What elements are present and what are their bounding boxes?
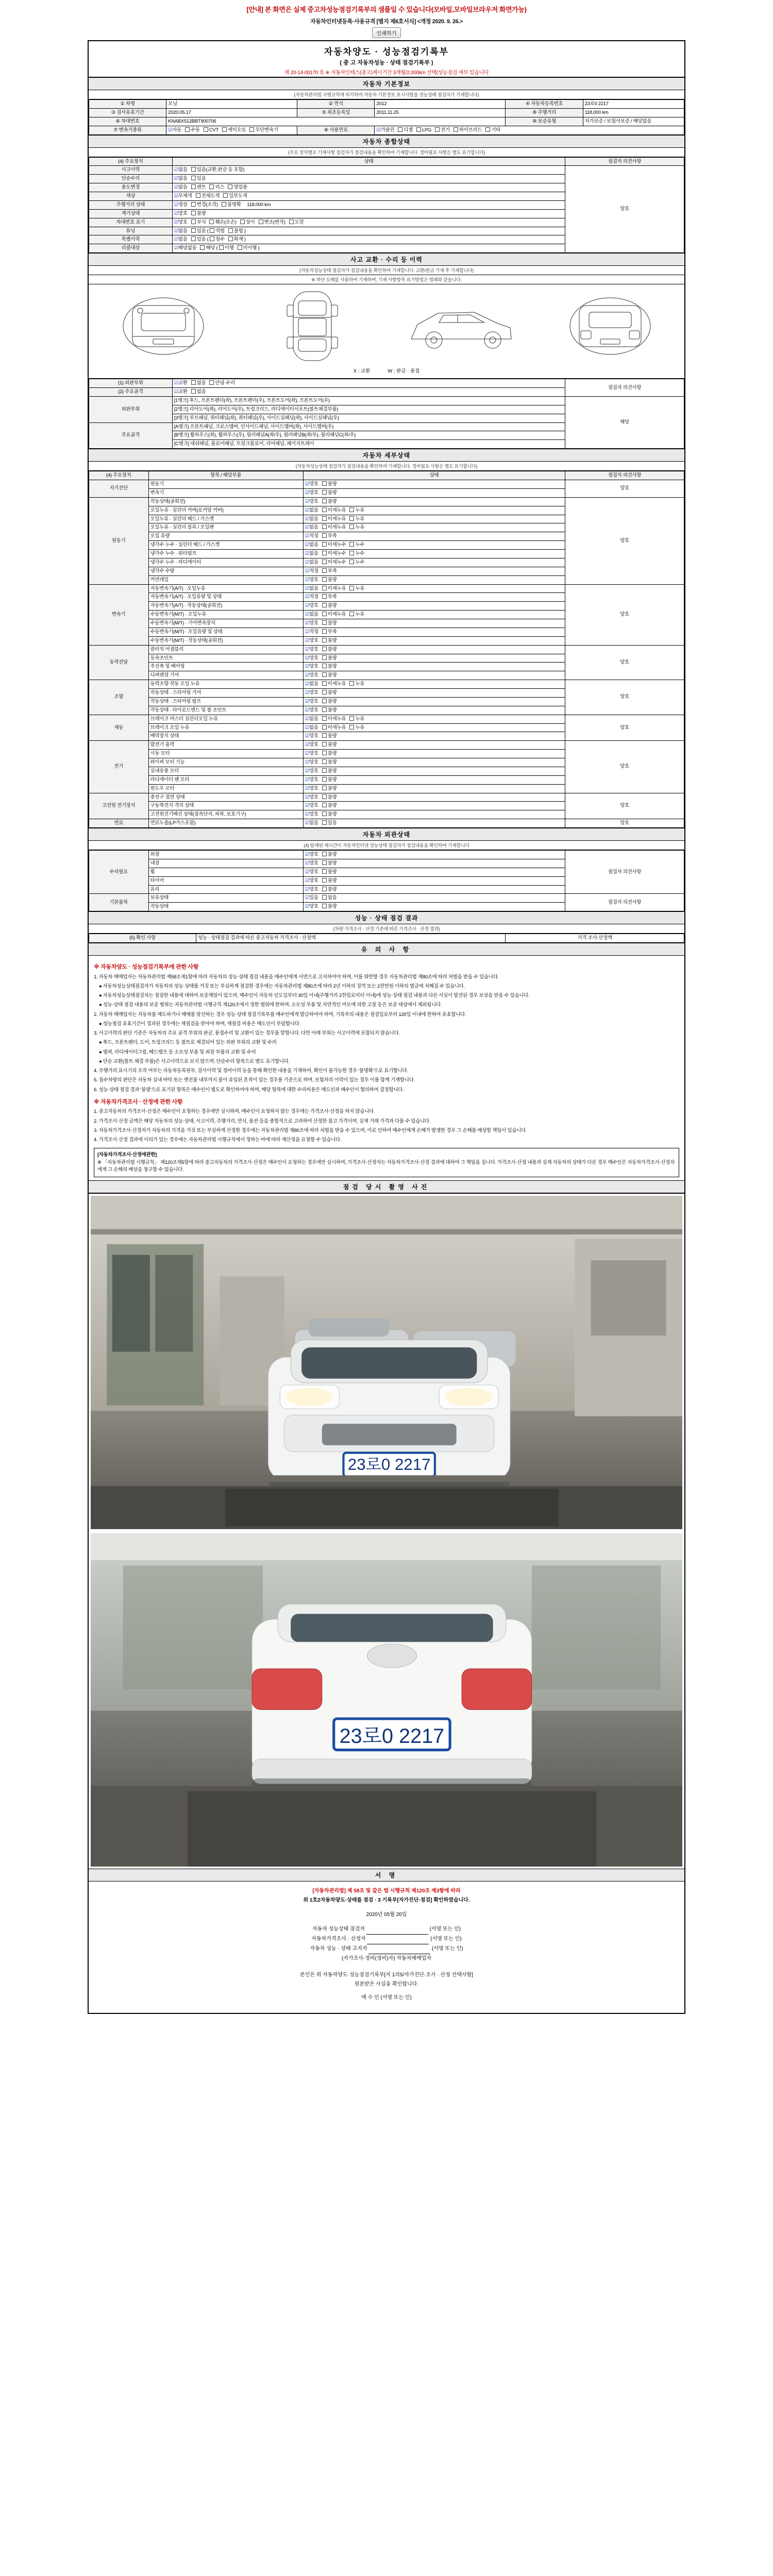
field-label: ① 차명 [89, 100, 166, 109]
part-label: 클러치 어셈블리 [148, 645, 303, 654]
signature-role-label: 자동차 성능 · 상태 고지자 [310, 1946, 369, 1952]
group-opinion: 양호 [565, 793, 684, 819]
table-row [89, 819, 684, 828]
signature-role-label: 자동차 성능상태 점검자 [312, 1926, 366, 1933]
row-label: 용도변경 [89, 183, 173, 192]
exterior-part-label: 유리 [148, 885, 303, 894]
notice-box-heading: [자동차가격조사·산정에관한] [97, 1152, 157, 1158]
exterior-state-options[interactable]: ☑양호 불량 [303, 868, 565, 876]
part-state-options[interactable]: ☑없음 미세누유 누유 [303, 515, 565, 523]
part-label: 추진축 및 베어링 [148, 663, 303, 671]
part-state-options[interactable]: ☑양호 불량 [303, 663, 565, 671]
part-state-options[interactable]: ☑양호 불량 [303, 758, 565, 767]
legend-weld: W : 판금 · 용접 [388, 368, 420, 375]
group-opinion: 양호 [565, 741, 684, 793]
part-label: 오일누유 · 실린더 블록 / 오일팬 [148, 523, 303, 532]
part-label: 충전구 절연 상태 [148, 793, 303, 802]
diagram-rear-view [551, 287, 669, 365]
part-state-options[interactable]: ☑없음 미세누수 누수 [303, 550, 565, 558]
table-row [89, 166, 684, 175]
notice-paragraph: ● 성능·상태 점검 내용의 보증 범위는 자동차관리법 시행규칙 제120조에서 정한 범위에 한하며, 소모성 부품 및 자연적인 마모에 의한 고장 등은 보증 대상에서 제외됩니다. [99, 1002, 442, 1008]
field-label: ⑨ 주행거리 [506, 108, 583, 117]
signature-seal-note: (서명 또는 인) [430, 1946, 463, 1952]
section-accident-header: 사고 교환 · 수리 등 이력 [89, 253, 684, 266]
notice-paragraph: ● 성능점검 유효기간이 경과된 경우에는 재점검을 받아야 하며, 재점검 비용은 매도인이 부담합니다. [99, 1021, 300, 1027]
row-label: 리콜대상 [89, 244, 173, 253]
panel-frame-table [89, 379, 684, 449]
exterior-state-options[interactable]: ☑양호 불량 [303, 859, 565, 868]
exterior-part-label: 휠 [148, 868, 303, 876]
part-label: 작동상태 · 타이로드엔드 및 볼 조인트 [148, 706, 303, 715]
detail-state-table [89, 471, 684, 828]
part-state-options[interactable]: ☑양호 불량 [303, 671, 565, 680]
signature-input-line[interactable] [367, 1935, 429, 1944]
car-damage-diagram [89, 284, 684, 379]
notice-paragraph: 1. 중고자동차의 가격조사·산정은 매수인이 요청하는 경우에만 실시하며, 매수인이 요청하지 않는 경우에는 가격조사·산정을 하지 않습니다. [94, 1109, 375, 1115]
part-label: 연료누출(LP가스포함) [148, 819, 303, 828]
part-label: 수동변속기(M/T) · 기어변속장치 [148, 619, 303, 628]
page-header [88, 0, 685, 40]
section-overall-state-header: 자동차 종합상태 [89, 135, 684, 148]
part-label: 냉각수 누수 · 라디에이터 [148, 558, 303, 567]
part-state-options[interactable]: ☑적정 부족 [303, 628, 565, 636]
notice-paragraph: 4. 가격조사·산정 결과에 이의가 있는 경우에는 자동차관리법 시행규칙에서 정하는 바에 따라 재산정을 요청할 수 있습니다. [94, 1137, 342, 1143]
part-label: 발전기 출력 [148, 741, 303, 750]
notice-paragraph: 4. 주행거리 표시기의 조작 여부는 자동차등록원부, 검사이력 및 정비이력 등을 통해 확인한 내용을 기재하며, 확인이 불가능한 경우 '불명확'으로 표기합니다. [94, 1068, 408, 1074]
notice-paragraph: 5. 침수차량의 판단은 자동차 실내 바닥 또는 엔진룸 내부까지 물이 유입된 흔적이 있는 경우를 기준으로 하며, 보험처리 이력이 있는 경우 이를 함께 기재합니다. [94, 1077, 415, 1083]
page-subtitle: ( 중 고 자동차성능 · 상태 점검기록부 ) [340, 60, 433, 66]
signature-block [89, 1882, 684, 2013]
table-header-row [89, 157, 684, 166]
col-state: 상태 [303, 471, 565, 480]
part-label: 오일누유 · 실린더 헤드 / 가스켓 [148, 515, 303, 523]
signature-input-line[interactable] [368, 1944, 430, 1954]
part-label: 와이퍼 모터 기능 [148, 758, 303, 767]
legend-exchange: X : 교환 [353, 368, 371, 375]
table-row [89, 715, 684, 723]
notice-paragraph: ● 자동차성능상태점검자가 자동차의 성능·상태를 거짓 또는 부실하게 점검한 경우에는 자동차관리법 제80조에 따라 2년 이하의 징역 또는 2천만원 이하의 벌금에 처해질 수 있습니다. [99, 983, 465, 989]
part-state-options[interactable]: ☑양호 불량 [303, 645, 565, 654]
diagram-top-view [253, 287, 372, 365]
exterior-state-options[interactable]: ☑양호 불량 [303, 903, 565, 911]
part-label: 시동 모터 [148, 750, 303, 758]
section-overall-state-note: (주요 장치별로 기재사항 점검자가 점검내용을 확인하여 기재합니다. 정비필요 사항은 별도 표기합니다) [89, 148, 684, 157]
exterior-opinion: 점검자 의견사항 [565, 851, 684, 894]
part-state-options[interactable]: ☑양호 불량 [303, 497, 565, 506]
part-label: 윈도우 모터 [148, 784, 303, 793]
page-title: 자동차양도 · 성능점검기록부 [324, 47, 449, 57]
part-state-options[interactable]: ☑적정 부족 [303, 593, 565, 602]
field-label: ⑤ 최초등록일 [297, 108, 375, 117]
part-state-options[interactable]: ☑양호 불량 [303, 480, 565, 489]
device-group-label: 동력전달 [89, 645, 149, 680]
row-label: 주행거리 상태 [89, 200, 173, 209]
part-label: 자동변속기(A/T) · 오일유량 및 상태 [148, 593, 303, 602]
notice-paragraph: ● 후드, 프론트펜더, 도어, 트렁크리드 등 볼트로 체결되어 있는 외판 부위의 교환 및 수리 [99, 1040, 277, 1046]
field-value: 2011.11.25 [375, 108, 506, 117]
diagram-front-view [104, 287, 223, 365]
panel-rank-3: [3랭크] 루프패널, 쿼터패널(좌), 쿼터패널(우), 사이드실패널(좌), 사이드실패널(우) [172, 414, 565, 422]
section-accident-note2: ※ 하단 도해를 사용하여 기재하며, 기재 사항항목 표기방법은 범례와 같습니다. [89, 275, 684, 284]
result-label: (5) 확인 사항 [89, 934, 196, 943]
part-state-options[interactable]: ☑양호 불량 [303, 750, 565, 758]
part-state-options[interactable]: ☑양호 불량 [303, 689, 565, 698]
device-group-label: 원동기 [89, 497, 149, 584]
table-row [89, 497, 684, 506]
photo-section [89, 1193, 684, 1869]
signature-section-header: 서 명 [89, 1869, 684, 1882]
field-value: 2012 [375, 100, 506, 109]
section-detail-header: 자동차 세부상태 [89, 449, 684, 462]
document-number: 제 20-14-00170 호 ※ 자동차인테스(중고)제시기간 3개월/2,000km 선택(성능점검 세부 있습니다 [284, 70, 489, 76]
group-opinion: 양호 [565, 645, 684, 680]
signature-row[interactable] [104, 1925, 669, 1935]
part-label: 냉각수 수량 [148, 567, 303, 575]
part-state-options[interactable]: ☑양호 불량 [303, 619, 565, 628]
result-price: 가격 조사·산정액 [506, 934, 684, 943]
device-group-label: 자기진단 [89, 480, 149, 498]
notice-heading-2: ※ 자동차가격조사 · 산정에 관한 사항 [94, 1098, 183, 1105]
group-opinion: 양호 [565, 819, 684, 828]
part-state-options[interactable]: ☑양호 불량 [303, 810, 565, 819]
row-options[interactable]: ☑양호 불량 [172, 209, 565, 218]
rear-plate-number: 23로0 2217 [339, 1725, 445, 1748]
frame-rank-b: [B랭크] 휠하우스(좌), 휠하우스(우), 필러패널A(좌/우), 필러패널B(좌/우), 필러패널C(좌/우) [172, 431, 565, 440]
row-options[interactable]: ☑없음 있음 ( 적법 불법 ) [172, 227, 565, 235]
group-opinion: 양호 [565, 584, 684, 645]
document-title-block [89, 41, 684, 77]
part-state-options[interactable]: ☑양호 불량 [303, 732, 565, 741]
part-label: 작동상태 · 스티어링 기어 [148, 689, 303, 698]
part-state-options[interactable]: ☑없음 미세누유 누유 [303, 680, 565, 689]
exterior-part-label: 타이어 [148, 876, 303, 885]
notice-paragraph: ● 범퍼, 라디에이터그릴, 헤드램프 등 소모성 부품 및 외장 부품의 교환 및 수리 [99, 1049, 256, 1055]
row-options[interactable]: ☑정상 변경(조작) 불명확 118,000 km [172, 200, 565, 209]
field-label: ④ 자동차등록번호 [506, 100, 583, 109]
part-label: 작동상태(공회전) [148, 497, 303, 506]
row-label: (1) 외판부위 [89, 379, 173, 388]
exterior-group-label: 수리필요 [89, 851, 149, 894]
part-state-options[interactable]: ☑양호 불량 [303, 784, 565, 793]
field-label: ② 연식 [297, 100, 375, 109]
part-state-options[interactable]: ☑없음 미세누유 누유 [303, 584, 565, 593]
signature-heading-2: 위 1호2자동차양도·상태를 점검 · 3 기록부[자가진단·점검] 확인하였습니다. [303, 1897, 470, 1904]
signature-row[interactable] [104, 1944, 669, 1954]
row-label: 단순수리 [89, 175, 173, 183]
exterior-body [89, 851, 684, 911]
field-label: ⑧ 사용연료 [297, 126, 375, 134]
form-legal-reference: 자동차인터넷등록·사용규격 [별지 제6호서식] <개정 2020. 9. 26.> [310, 19, 463, 25]
inspection-sheet [88, 40, 685, 2014]
field-value: 자가보증 / 보험사보증 / 해당없음 [583, 117, 684, 126]
table-row [89, 108, 684, 117]
part-label: 디퍼렌셜 기어 [148, 671, 303, 680]
notice-body [89, 956, 684, 1180]
field-label: ⑦ 변속기종류 [89, 126, 166, 134]
part-state-options[interactable]: ☑적정 부족 [303, 532, 565, 541]
part-label: 수동변속기(M/T) · 오일유량 및 상태 [148, 628, 303, 636]
part-state-options[interactable]: ☑없음 미세누수 누수 [303, 541, 565, 550]
table-row [89, 379, 684, 388]
part-state-options[interactable]: ☑없음 미세누유 누유 [303, 715, 565, 723]
row-options[interactable]: ☑없음 있음(교환,판금 등 포함) [172, 166, 565, 175]
part-label: 배력장치 상태 [148, 732, 303, 741]
diagram-side-view [402, 287, 520, 365]
notice-paragraphs-1 [94, 974, 679, 1094]
table-row [89, 793, 684, 802]
part-label: 구동축전지 격리 상태 [148, 802, 303, 810]
exterior-state-options[interactable]: ☑양호 불량 [303, 851, 565, 859]
part-state-options[interactable]: ☑양호 불량 [303, 654, 565, 663]
part-state-options[interactable]: ☑없음 미세누유 누유 [303, 506, 565, 515]
fuel-options[interactable]: ☑가솔린 디젤 LPG 전기 하이브리드 기타 [375, 126, 684, 134]
photo-rear-view [91, 1533, 682, 1867]
row-label: 색상 [89, 192, 173, 201]
part-label: 수동변속기(M/T) · 작동상태(공회전) [148, 636, 303, 645]
group-opinion: 양호 [565, 715, 684, 741]
part-label: 등속조인트 [148, 654, 303, 663]
table-row [89, 584, 684, 593]
section-basic-info-note: (자동차관리법 시행규칙에 의거하여 자동차 기본정보 표시사항을 성능상태 점검자가 기재합니다) [89, 90, 684, 99]
notice-paragraph: 2. 가격조사·산정 금액은 해당 자동차의 성능·상태, 사고이력, 주행거리, 연식, 옵션 등을 종합적으로 고려하여 산정한 참고 가격이며, 실제 거래 가격과 다를 수 있습니다. [94, 1118, 431, 1124]
exterior-part-label: 내장 [148, 859, 303, 868]
part-label: 브레이크 오일 누유 [148, 723, 303, 732]
diagram-legend [89, 365, 684, 375]
part-state-options[interactable]: ☑없음 미세누유 누유 [303, 523, 565, 532]
part-state-options[interactable]: ☑양호 불량 [303, 767, 565, 775]
row-options[interactable]: ☑없음 있음 ( 침수 화재 ) [172, 235, 565, 244]
part-label: 라디에이터 팬 모터 [148, 775, 303, 784]
inspector-opinion-label: 점검자 의견사항 [565, 379, 684, 397]
col-item: (4) 주요장치 [89, 157, 173, 166]
exterior-state-options[interactable]: ☑있음 없음 [303, 894, 565, 903]
table-row [89, 100, 684, 109]
part-label: 고전원전기배선 상태(접속단자, 피복, 보호기구) [148, 810, 303, 819]
notice-paragraph: 2. 자동차 매매업자는 자동차를 매도하거나 매매를 알선하는 경우 성능·상태 점검기록부를 매수인에게 발급하여야 하며, 기록부의 내용은 점검일로부터 120일 이내에 한하여 유효합니다. [94, 1011, 466, 1018]
vehicle-front [268, 1340, 510, 1486]
front-plate-number: 23로0 2217 [347, 1455, 431, 1474]
signature-row[interactable] [104, 1935, 669, 1944]
part-state-options[interactable]: ☑없음 미세누유 누유 [303, 611, 565, 619]
part-label: 작동상태 · 스티어링 펌프 [148, 697, 303, 706]
group-opinion: 양호 [565, 497, 684, 584]
part-state-options[interactable]: ☑양호 불량 [303, 741, 565, 750]
panel-rank-1: [1랭크] 후드, 프론트펜더(좌), 프론트펜더(우), 프론트도어(좌), 프론트도어(우) [172, 396, 565, 405]
frame-rank-c: [C랭크] 대쉬패널, 플로어패널, 트렁크플로어, 리어패널, 패키지트레이 [172, 440, 565, 449]
part-state-options[interactable]: ☑양호 불량 [303, 575, 565, 584]
panel-opinion: 해당 [565, 396, 684, 448]
signature-rows [104, 1925, 669, 1963]
exterior-group-label: 기본품목 [89, 894, 149, 911]
col-state: 상태 [172, 157, 565, 166]
row-options[interactable]: ☑교환 없음 [172, 388, 565, 397]
row-options[interactable]: ☑없음 렌트 리스 영업용 [172, 183, 565, 192]
notice-paragraph: 3. 사고이력의 판단 기준은 자동차의 주요 골격 부위의 판금, 용접수리 및 교환이 있는 경우를 말합니다. 다만 아래 부위는 사고이력에 포함되지 않습니다. [94, 1030, 400, 1036]
notice-header: 유 의 사 항 [89, 943, 684, 956]
field-value: 118,000 km [583, 108, 684, 117]
device-group-label: 고전원 전기장치 [89, 793, 149, 819]
section-basic-info-header: 자동차 기본정보 [89, 77, 684, 90]
device-group-label: 제동 [89, 715, 149, 741]
part-state-options[interactable]: ☑양호 불량 [303, 697, 565, 706]
part-label: 실내송풍 모터 [148, 767, 303, 775]
signature-seal-note: (서명 또는 인) [429, 1936, 462, 1942]
col-main-device: (4) 주요장치 [89, 471, 149, 480]
row-options[interactable]: ☑양호 부식 훼손(오손) 상이 변조(변작) 도말 [172, 218, 565, 227]
device-group-label: 전기 [89, 741, 149, 793]
col-part: 항목 / 해당부품 [148, 471, 303, 480]
photo-section-header: 점검 당시 촬영 사진 [89, 1180, 684, 1193]
part-state-options[interactable]: ☑없음 있음 [303, 819, 565, 828]
part-label: 자동변속기(A/T) · 오일누유 [148, 584, 303, 593]
notice-paragraphs-2 [94, 1108, 679, 1144]
part-label: 변속기 [148, 488, 303, 497]
exterior-part-label: 외장 [148, 851, 303, 859]
field-value: 2020.05.17 [166, 108, 297, 117]
part-state-options[interactable]: ☑양호 불량 [303, 636, 565, 645]
vehicle-rear [252, 1604, 532, 1791]
table-row [89, 851, 684, 859]
col-opinion: 점검자 의견사항 [565, 471, 684, 480]
exterior-part-label: 작동상태 [148, 903, 303, 911]
field-value: 23로0 2217 [583, 100, 684, 109]
signature-input-line[interactable] [366, 1925, 428, 1935]
field-label: ③ 검사유효기간 [89, 108, 166, 117]
table-row [89, 645, 684, 654]
part-label: 냉각수 누수 · 실린더 헤드 / 가스켓 [148, 541, 303, 550]
part-state-options[interactable]: ☑없음 미세누수 누수 [303, 558, 565, 567]
group-opinion: 양호 [565, 680, 684, 715]
panel-group-label: 외판부위 [89, 396, 173, 422]
device-group-label: 연료 [89, 819, 149, 828]
notice-paragraph: ● 단순 교환(볼트 체결 부품)은 사고이력으로 보지 않으며, 단순수리 항목으로 별도 표기합니다. [99, 1058, 290, 1064]
exterior-opinion: 점검자 의견사항 [565, 894, 684, 911]
part-state-options[interactable]: ☑양호 불량 [303, 802, 565, 810]
photo-front-wrap [89, 1194, 684, 1531]
detail-state-body [89, 480, 684, 828]
table-header-row [89, 471, 684, 480]
part-state-options[interactable]: ☑없음 미세누유 누유 [303, 723, 565, 732]
photo-front-view [91, 1196, 682, 1529]
device-group-label: 변속기 [89, 584, 149, 645]
row-options[interactable]: ☑무채색 전체도색 일부도색 [172, 192, 565, 201]
section-exterior-header: 자동차 외관상태 [89, 828, 684, 841]
exterior-part-label: 보유상태 [148, 894, 303, 903]
table-row [89, 480, 684, 489]
signature-heading: [자동차관리법] 제 58조 및 같은 법 시행규칙 제120조 제3항에 따라 [312, 1888, 461, 1894]
section-exterior-note: (4) 탑재된 제시간이 자동차인터넷 성능상태 점검자가 점검내용을 확인하여 기재합니다 [89, 841, 684, 850]
notice-paragraph: ● 자동차성능상태점검자는 점검한 내용에 대하여 보증책임이 있으며, 매수인이 자동차 인도일부터 30일 이내(주행거리 2천킬로미터 이내)에 성능·상태 점검 내용과 다른 사실이 발견된 경우 보상을 받을 수 있습니다. [99, 993, 530, 998]
signature-role-label: 자동차가격조사 · 산정자 [311, 1936, 367, 1942]
panel-rank-2: [2랭크] 리어도어(좌), 리어도어(우), 트렁크리드, 라디에이터서포트(볼트체결부품) [172, 405, 565, 414]
part-label: 오일 유량 [148, 532, 303, 541]
device-group-label: 조향 [89, 680, 149, 715]
signature-seal-note: (서명 또는 인) [428, 1926, 461, 1933]
basic-info-table [89, 99, 684, 135]
section-result-note: (차량 가격조사 · 산정 기준에 따른 가격조사 · 산정 결과) [89, 924, 684, 934]
part-state-options[interactable]: ☑양호 불량 [303, 602, 565, 611]
part-state-options[interactable]: ☑적정 부족 [303, 567, 565, 575]
part-state-options[interactable]: ☑양호 불량 [303, 488, 565, 497]
notice-paragraph: 1. 자동차 매매업자는 자동차관리법 제58조제1항에 따라 자동차의 성능·상태 점검 내용을 매수인에게 서면으로 고지하여야 하며, 이를 위반할 경우 자동차관리법 제80조에 따라 처벌을 받을 수 있습니다. [94, 974, 499, 980]
part-label: 수동변속기(M/T) · 오일누유 [148, 611, 303, 619]
field-label: ⑩ 보증유형 [506, 117, 583, 126]
row-label: 튜닝 [89, 227, 173, 235]
table-row [89, 126, 684, 134]
table-row [89, 680, 684, 689]
signature-date: 2020년 05월 20일 [366, 1912, 407, 1918]
notice-paragraph: 6. 성능·상태 점검 결과 '불량'으로 표기된 항목은 매수인이 별도로 확인하여야 하며, 해당 항목에 대한 수리비용은 매도인과 매수인이 협의하여 결정합니다. [94, 1087, 404, 1093]
exterior-state-options[interactable]: ☑양호 불량 [303, 876, 565, 885]
row-label: 계기상태 [89, 209, 173, 218]
row-label: 차대번호 표기 [89, 218, 173, 227]
overall-state-table [89, 157, 684, 253]
row-options[interactable]: ☑없음 있음 [172, 175, 565, 183]
col-note: 점검자 의견사항 [565, 157, 684, 166]
section-result-header: 성능 · 상태 점검 결과 [89, 911, 684, 924]
group-opinion: 양호 [565, 480, 684, 498]
part-label: 커먼레일 [148, 575, 303, 584]
section-detail-note: (자동차성능상태 점검자가 점검내용을 확인하여 기재합니다. 정비필요 사항은 별도 표기합니다) [89, 462, 684, 471]
part-state-options[interactable]: ☑양호 불량 [303, 793, 565, 802]
table-row [89, 117, 684, 126]
part-label: 브레이크 마스터 실린더오일 누유 [148, 715, 303, 723]
result-table [89, 934, 684, 943]
exterior-state-options[interactable]: ☑양호 불량 [303, 885, 565, 894]
part-label: 자동변속기(A/T) · 작동상태(공회전) [148, 602, 303, 611]
part-state-options[interactable]: ☑양호 불량 [303, 706, 565, 715]
inspector-opinion: 양호 [565, 166, 684, 253]
field-value: KNABX512BBT900706 [166, 117, 506, 126]
part-label: 원동기 [148, 480, 303, 489]
transmission-options[interactable]: ☑자동 수동 CVT 세미오토 무단변속기 [166, 126, 297, 134]
notice-box-text: ※ 「자동차관리법 시행규칙」 제120조제5항에 따라 중고자동차의 가격조사·산정은 매수인이 요청하는 경우에만 실시하며, 가격조사·산정자는 자동차가격조사·산정 결과에 대하여 그 책임을 집니다. 가격조사·산정 내용과 실제 자동차의 상태가 다른 경우 매수인은 자동차가격조사·산정자에게 그 손해의 배상을 청구할 수 있습니다. [97, 1159, 675, 1173]
print-button[interactable]: 인쇄하기 [372, 27, 401, 38]
signature-footer-1: 본인은 위 자동차양도·성능점검기록부[지 1의5/자가진단·조사 · 산정 선택사항] [300, 1972, 473, 1978]
table-row [89, 934, 684, 943]
table-row [89, 396, 684, 405]
buyer-signature-line[interactable]: 매 수 인 (서명 또는 인) [361, 1995, 412, 2001]
section-accident-note: (자동차성능상태 점검자가 점검내용을 확인하여 기재합니다. 교환/판금 기재 후 기재합니다) [89, 266, 684, 275]
row-label: 사고이력 [89, 166, 173, 175]
signature-row-note: (자가조사·정비(정비)자) 자동차매매업자 [342, 1956, 431, 1962]
exterior-table [89, 850, 684, 911]
field-label: ⑥ 차대번호 [89, 117, 166, 126]
notice-heading-1: ※ 자동차양도 · 성능점검기록부에 관한 사항 [94, 964, 199, 970]
part-label: 오일누유 · 실린더 커버(로커암 커버) [148, 506, 303, 515]
field-value: 모닝 [166, 100, 297, 109]
warning-text-primary: [안내] 본 화면은 실제 중고차성능점검기록부의 샘플일 수 있습니다(모바일,모바일브라우저 화면가능) [246, 6, 527, 13]
frame-group-label: 주요골격 [89, 422, 173, 449]
part-label: 냉각수 누수 · 워터펌프 [148, 550, 303, 558]
row-options[interactable]: ☑해당없음 해당 ( 이행 미이행 ) [172, 244, 565, 253]
result-value: 성능 · 상태점검 결과에 따른 중고자동차 가격조사 · 산정액 [196, 934, 506, 943]
frame-rank-a: [A랭크] 프론트패널, 크로스멤버, 인사이드패널, 사이드멤버(좌), 사이드멤버(우) [172, 422, 565, 431]
table-row [89, 741, 684, 750]
part-label: 동력조향 작동 오일 누유 [148, 680, 303, 689]
row-options[interactable]: ☑교환 없음 안녕·수리 [172, 379, 565, 388]
signature-footer-2: 원본받은 사실을 확인합니다. [354, 1981, 419, 1988]
row-label: 특별이력 [89, 235, 173, 244]
table-row [89, 894, 684, 903]
notice-paragraph: 3. 자동차가격조사·산정자가 자동차의 가격을 거짓 또는 부실하게 산정한 경우에는 자동차관리법 제80조에 따라 처벌을 받을 수 있으며, 이로 인하여 매수인에게 손해가 발생한 경우 그 손해를 배상할 책임이 있습니다. [94, 1127, 527, 1133]
part-state-options[interactable]: ☑양호 불량 [303, 775, 565, 784]
row-label: (2) 주요골격 [89, 388, 173, 397]
photo-rear-wrap [89, 1531, 684, 1869]
